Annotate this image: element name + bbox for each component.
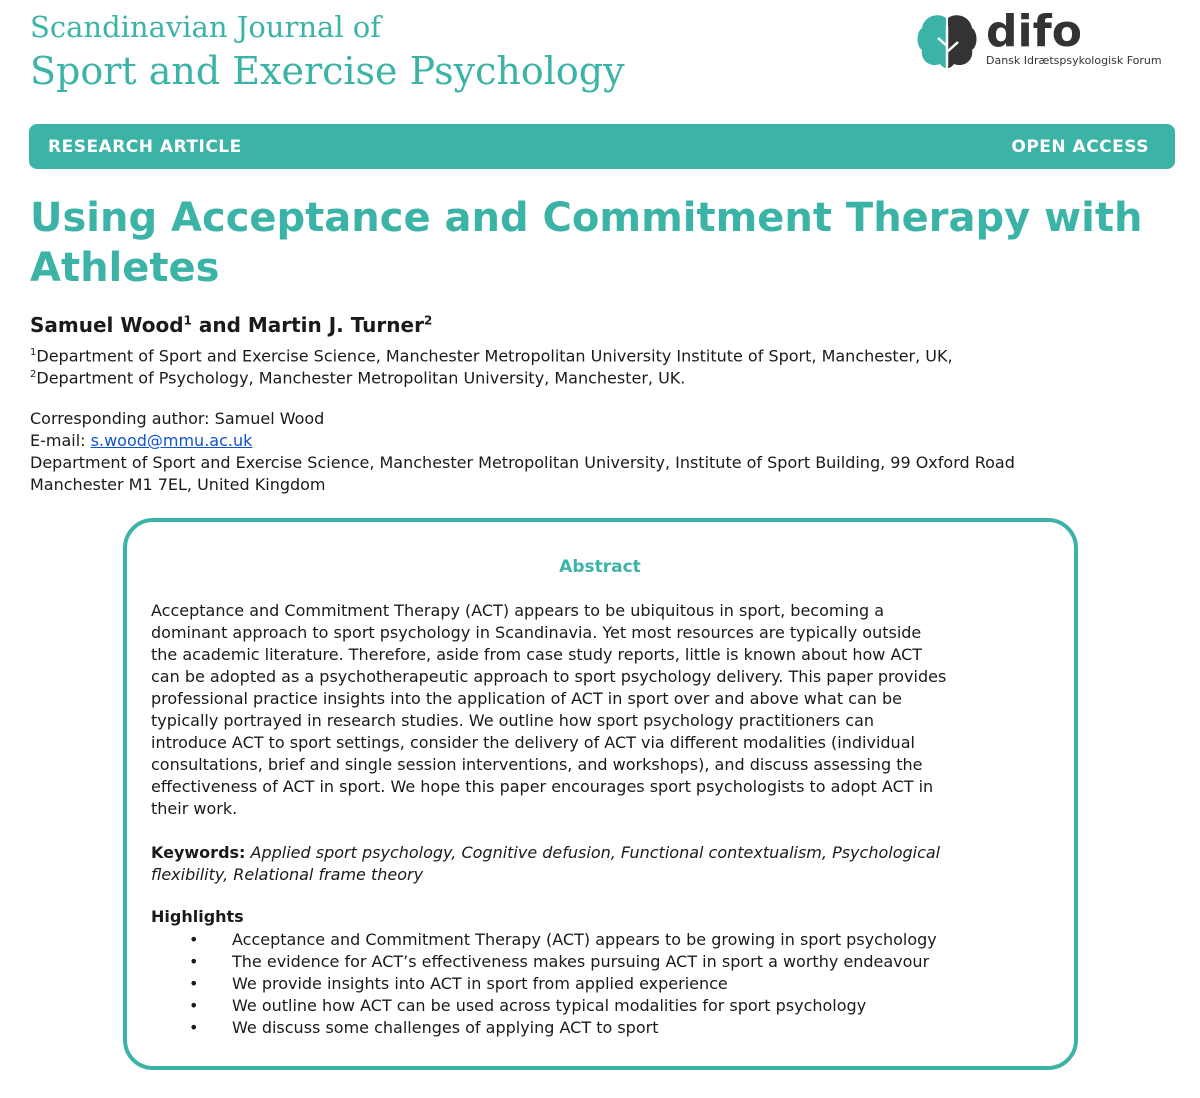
keywords-line-1 [151,842,1051,864]
author-name: Martin J. Turner [247,313,424,337]
abstract-line: typically portrayed in research studies. We outline how sport psychology practitioners can [151,711,875,730]
abstract-line: consultations, brief and single session interventions, and workshops), and discuss assessing the [151,755,923,774]
difo-logo [916,6,1176,76]
abstract-line: introduce ACT to sport settings, consider the delivery of ACT via different modalities (individual [151,733,915,752]
highlight-item [151,929,937,951]
article-type-banner [29,124,1175,169]
author-name: Samuel Wood [30,313,184,337]
email-link[interactable]: s.wood@mmu.ac.uk [90,431,253,450]
keywords-label: Keywords: [151,843,246,862]
keywords-line-2 [151,864,1051,886]
affiliation-mark: 2 [30,369,37,380]
address-line-1: Department of Sport and Exercise Science, Manchester Metropolitan University, Institute of Sport Building, 99 Oxford Road [30,453,1015,472]
bullet-icon: • [189,930,199,949]
affiliation-text: Department of Sport and Exercise Science, Manchester Metropolitan University Institute of Sport, Manchester, UK, [36,346,953,366]
abstract-line: can be adopted as a psychotherapeutic approach to sport psychology delivery. This paper provides [151,667,947,686]
highlights-list [151,929,937,1039]
affiliation-2 [30,364,685,389]
abstract-heading: Abstract [559,557,641,577]
bullet-icon: • [189,1018,199,1037]
highlights-heading: Highlights [151,907,244,926]
abstract-line: effectiveness of ACT in sport. We hope this paper encourages sport psychologists to adopt ACT in [151,777,934,796]
brain-icon [916,12,978,72]
abstract-line: dominant approach to sport psychology in Scandinavia. Yet most resources are typically outside [151,623,922,642]
highlight-item [151,951,937,973]
highlight-text: Acceptance and Commitment Therapy (ACT) appears to be growing in sport psychology [232,930,937,949]
research-article-label: RESEARCH ARTICLE [48,137,242,157]
abstract-text [151,600,1051,820]
bullet-icon: • [189,952,199,971]
highlight-item [151,995,937,1017]
highlight-text: We discuss some challenges of applying ACT to sport [232,1018,659,1037]
abstract-line: their work. [151,799,238,818]
email-label: E-mail: [30,431,91,450]
highlight-text: The evidence for ACT’s effectiveness makes pursuing ACT in sport a worthy endeavour [232,952,930,971]
logo-brand: difo [986,6,1082,57]
author-affiliation-mark: 2 [423,313,433,328]
author-list [30,313,432,337]
highlight-item [151,1017,937,1039]
email-line [30,430,1015,452]
keywords-text: Applied sport psychology, Cognitive defusion, Functional contextualism, Psychological [245,843,941,862]
author-conjunction: and [191,313,248,337]
abstract-line: professional practice insights into the application of ACT in sport over and above what can be [151,689,903,708]
affiliation-text: Department of Psychology, Manchester Metropolitan University, Manchester, UK. [36,368,686,388]
keywords [151,842,1051,886]
highlight-text: We provide insights into ACT in sport from applied experience [232,974,728,993]
abstract-line: Acceptance and Commitment Therapy (ACT) appears to be ubiquitous in sport, becoming a [151,601,885,620]
corresponding-author: Corresponding author: Samuel Wood [30,409,325,428]
affiliation-mark: 1 [30,347,37,358]
abstract-line: the academic literature. Therefore, aside from case study reports, little is known about how ACT [151,645,923,664]
address-line-2: Manchester M1 7EL, United Kingdom [30,475,326,494]
open-access-label: OPEN ACCESS [1011,137,1149,157]
highlight-text: We outline how ACT can be used across typical modalities for sport psychology [232,996,867,1015]
keywords-text: flexibility, Relational frame theory [151,865,424,884]
highlight-item [151,973,937,995]
article-title: Using Acceptance and Commitment Therapy with Athletes [30,195,1143,291]
journal-name-line2: Sport and Exercise Psychology [30,49,625,93]
author-affiliation-mark: 1 [183,313,192,328]
bullet-icon: • [189,996,199,1015]
bullet-icon: • [189,974,199,993]
logo-subtitle: Dansk Idrætspsykologisk Forum [986,54,1162,67]
journal-name [30,8,625,96]
correspondence-block [30,408,1015,496]
journal-name-line1: Scandinavian Journal of [30,10,382,44]
